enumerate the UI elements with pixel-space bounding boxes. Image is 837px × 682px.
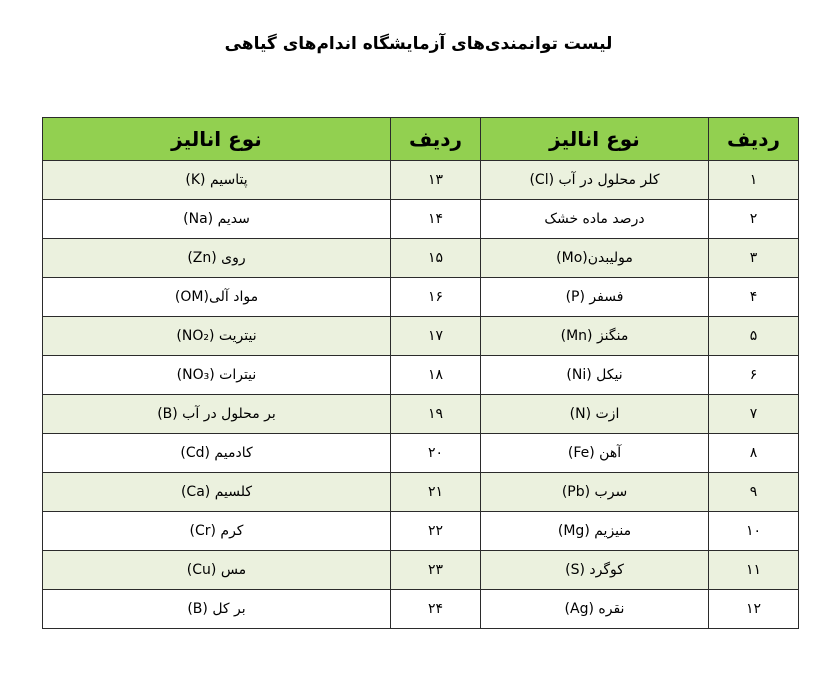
row-number: ۱۳ [391, 161, 481, 200]
row-number: ۷ [709, 395, 799, 434]
table-row [43, 434, 799, 473]
header-row-number-left: ردیف [391, 118, 481, 161]
analysis-type: منیزیم (Mg) [481, 512, 709, 551]
analysis-type: کرم (Cr) [43, 512, 391, 551]
row-number: ۲۳ [391, 551, 481, 590]
table-row [43, 239, 799, 278]
row-number: ۱۵ [391, 239, 481, 278]
analysis-type: سدیم (Na) [43, 200, 391, 239]
row-number: ۱۴ [391, 200, 481, 239]
row-number: ۶ [709, 356, 799, 395]
table-row [43, 161, 799, 200]
analysis-type: مس (Cu) [43, 551, 391, 590]
analysis-type: بر کل (B) [43, 590, 391, 629]
row-number: ۱۲ [709, 590, 799, 629]
header-analysis-type-right: نوع انالیز [481, 118, 709, 161]
page-title: لیست توانمندی‌های آزمایشگاه اندام‌های گیاهی [224, 34, 613, 54]
analysis-type: بر محلول در آب (B) [43, 395, 391, 434]
table-row [43, 512, 799, 551]
analysis-type: نیترات (NO₃) [43, 356, 391, 395]
table-row [43, 551, 799, 590]
table-header-row [43, 118, 799, 161]
analysis-type: نقره (Ag) [481, 590, 709, 629]
row-number: ۲۱ [391, 473, 481, 512]
row-number: ۲۲ [391, 512, 481, 551]
analysis-type: فسفر (P) [481, 278, 709, 317]
row-number: ۱ [709, 161, 799, 200]
analysis-type: کادمیم (Cd) [43, 434, 391, 473]
analysis-type: کلسیم (Ca) [43, 473, 391, 512]
analysis-type: سرب (Pb) [481, 473, 709, 512]
row-number: ۱۹ [391, 395, 481, 434]
table-row [43, 590, 799, 629]
row-number: ۱۰ [709, 512, 799, 551]
table-row [43, 356, 799, 395]
row-number: ۵ [709, 317, 799, 356]
table-row [43, 317, 799, 356]
analysis-type: مواد آلی(OM) [43, 278, 391, 317]
capabilities-table [42, 117, 799, 629]
table-row [43, 278, 799, 317]
table-row [43, 395, 799, 434]
table-row [43, 200, 799, 239]
header-row-number-right: ردیف [709, 118, 799, 161]
row-number: ۱۱ [709, 551, 799, 590]
analysis-type: مولیبدن(Mo) [481, 239, 709, 278]
analysis-type: کوگرد (S) [481, 551, 709, 590]
analysis-type: پتاسیم (K) [43, 161, 391, 200]
row-number: ۲۰ [391, 434, 481, 473]
analysis-type: نیتریت (NO₂) [43, 317, 391, 356]
analysis-type: ازت (N) [481, 395, 709, 434]
row-number: ۲ [709, 200, 799, 239]
row-number: ۳ [709, 239, 799, 278]
row-number: ۹ [709, 473, 799, 512]
row-number: ۱۶ [391, 278, 481, 317]
row-number: ۸ [709, 434, 799, 473]
analysis-type: کلر محلول در آب (Cl) [481, 161, 709, 200]
analysis-type: روی (Zn) [43, 239, 391, 278]
row-number: ۴ [709, 278, 799, 317]
analysis-type: منگنز (Mn) [481, 317, 709, 356]
header-analysis-type-left: نوع انالیز [43, 118, 391, 161]
analysis-type: درصد ماده خشک [481, 200, 709, 239]
row-number: ۱۷ [391, 317, 481, 356]
table-row [43, 473, 799, 512]
analysis-type: نیکل (Ni) [481, 356, 709, 395]
row-number: ۲۴ [391, 590, 481, 629]
analysis-type: آهن (Fe) [481, 434, 709, 473]
row-number: ۱۸ [391, 356, 481, 395]
